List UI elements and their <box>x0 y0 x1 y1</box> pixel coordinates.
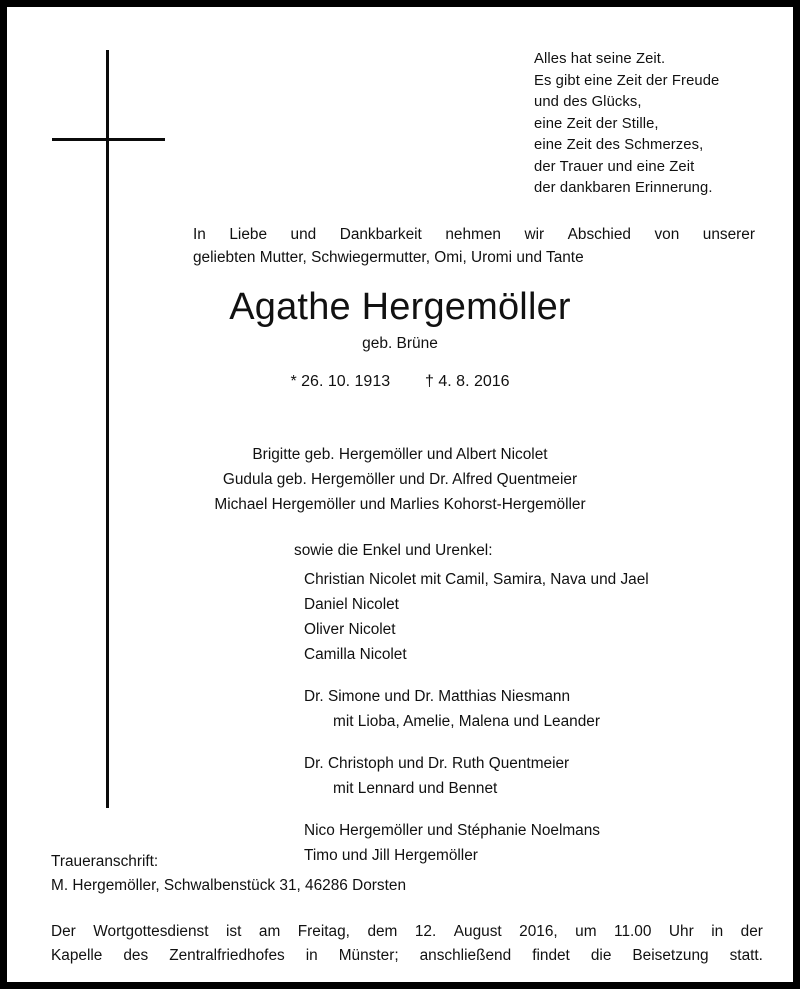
deceased-name: Agathe Hergemöller <box>229 286 571 328</box>
service-details <box>51 920 763 968</box>
service-word: der <box>740 923 763 940</box>
announcement-intro-word: Liebe <box>229 226 268 243</box>
mourning-address-block <box>51 850 763 898</box>
service-word: ist <box>226 923 242 940</box>
cross-horizontal-beam <box>52 138 165 141</box>
service-word: Beisetzung <box>632 947 709 964</box>
announcement-intro-line-1 <box>193 223 755 246</box>
descendants-intro: sowie die Enkel und Urenkel: <box>294 542 493 559</box>
service-word: Uhr <box>668 923 694 940</box>
service-word: dem <box>367 923 398 940</box>
poem-line: Es gibt eine Zeit der Freude <box>534 72 720 89</box>
child-name: Brigitte geb. Hergemöller und Albert Nicolet <box>252 446 548 463</box>
service-word: anschließend <box>419 947 512 964</box>
service-word: Kapelle <box>51 947 103 964</box>
descendant-group <box>304 684 793 734</box>
poem-line: der dankbaren Erinnerung. <box>534 180 713 196</box>
service-word: 12. <box>414 923 437 940</box>
poem-line: Alles hat seine Zeit. <box>534 51 666 67</box>
death-symbol: † <box>425 373 434 390</box>
deceased-maiden-name: geb. Brüne <box>362 335 438 352</box>
announcement-intro <box>193 223 755 269</box>
life-dates <box>7 371 793 393</box>
announcement-intro-word: In <box>193 226 206 243</box>
descendant-name: Timo und Jill Hergemöller <box>304 847 478 864</box>
announcement-intro-line-2: geliebten Mutter, Schwiegermutter, Omi, Uromi und Tante <box>193 249 584 266</box>
service-word: 11.00 <box>614 923 652 940</box>
poem-line: der Trauer und eine Zeit <box>534 158 695 175</box>
service-word: 2016, <box>519 923 558 940</box>
service-word: Münster; <box>338 947 399 964</box>
descendant-name: Oliver Nicolet <box>304 621 396 638</box>
service-word: Zentralfriedhofes <box>169 947 285 964</box>
service-word: des <box>123 947 149 964</box>
descendants-list <box>7 567 793 868</box>
announcement-intro-word: und <box>290 226 317 243</box>
deceased-name-block <box>7 285 793 393</box>
service-word: statt. <box>729 947 763 964</box>
descendant-sub-line: mit Lennard und Bennet <box>333 780 498 797</box>
announcement-intro-word: Dankbarkeit <box>339 226 422 243</box>
service-details-line-1 <box>51 920 763 944</box>
mourning-address-value: M. Hergemöller, Schwalbenstück 31, 46286 Dorsten <box>51 877 407 894</box>
poem-line: und des Glücks, <box>534 94 642 110</box>
announcement-intro-word: Abschied <box>567 226 631 243</box>
descendant-group <box>304 567 793 667</box>
notice-footer <box>51 850 763 968</box>
descendant-name: Dr. Simone und Dr. Matthias Niesmann <box>304 688 571 705</box>
children-list <box>7 442 793 517</box>
poem-line: eine Zeit des Schmerzes, <box>534 137 704 153</box>
birth-date: 26. 10. 1913 <box>301 373 391 390</box>
descendant-name: Nico Hergemöller und Stéphanie Noelmans <box>304 822 600 839</box>
service-word: findet <box>532 947 570 964</box>
child-name: Michael Hergemöller und Marlies Kohorst-Hergemöller <box>214 496 586 513</box>
announcement-intro-word: wir <box>524 226 545 243</box>
service-word: um <box>575 923 597 940</box>
service-details-line-2 <box>51 944 763 968</box>
descendant-name: Dr. Christoph und Dr. Ruth Quentmeier <box>304 755 570 772</box>
service-word: Freitag, <box>297 923 350 940</box>
service-word: Wortgottesdienst <box>93 923 209 940</box>
service-word: am <box>258 923 281 940</box>
service-word: Der <box>51 923 76 940</box>
memorial-poem <box>534 49 784 200</box>
service-word: die <box>590 947 612 964</box>
family-block <box>7 442 793 868</box>
announcement-intro-word: von <box>654 226 680 243</box>
mourning-address-label: Traueranschrift: <box>51 853 159 870</box>
death-date: 4. 8. 2016 <box>438 373 510 390</box>
child-name: Gudula geb. Hergemöller und Dr. Alfred Quentmeier <box>222 471 578 488</box>
descendant-name: Daniel Nicolet <box>304 596 399 613</box>
announcement-intro-word: nehmen <box>445 226 501 243</box>
descendant-name: Christian Nicolet mit Camil, Samira, Nava und Jael <box>304 571 649 588</box>
descendant-sub-line: mit Lioba, Amelie, Malena und Leander <box>333 713 600 730</box>
service-word: August <box>453 923 502 940</box>
birth-symbol: * <box>290 373 297 390</box>
obituary-page <box>7 7 793 982</box>
descendant-name: Camilla Nicolet <box>304 646 407 663</box>
poem-line: eine Zeit der Stille, <box>534 115 659 132</box>
service-word: in <box>305 947 318 964</box>
descendant-group <box>304 751 793 801</box>
announcement-intro-word: unserer <box>702 226 755 243</box>
service-word: in <box>711 923 724 940</box>
